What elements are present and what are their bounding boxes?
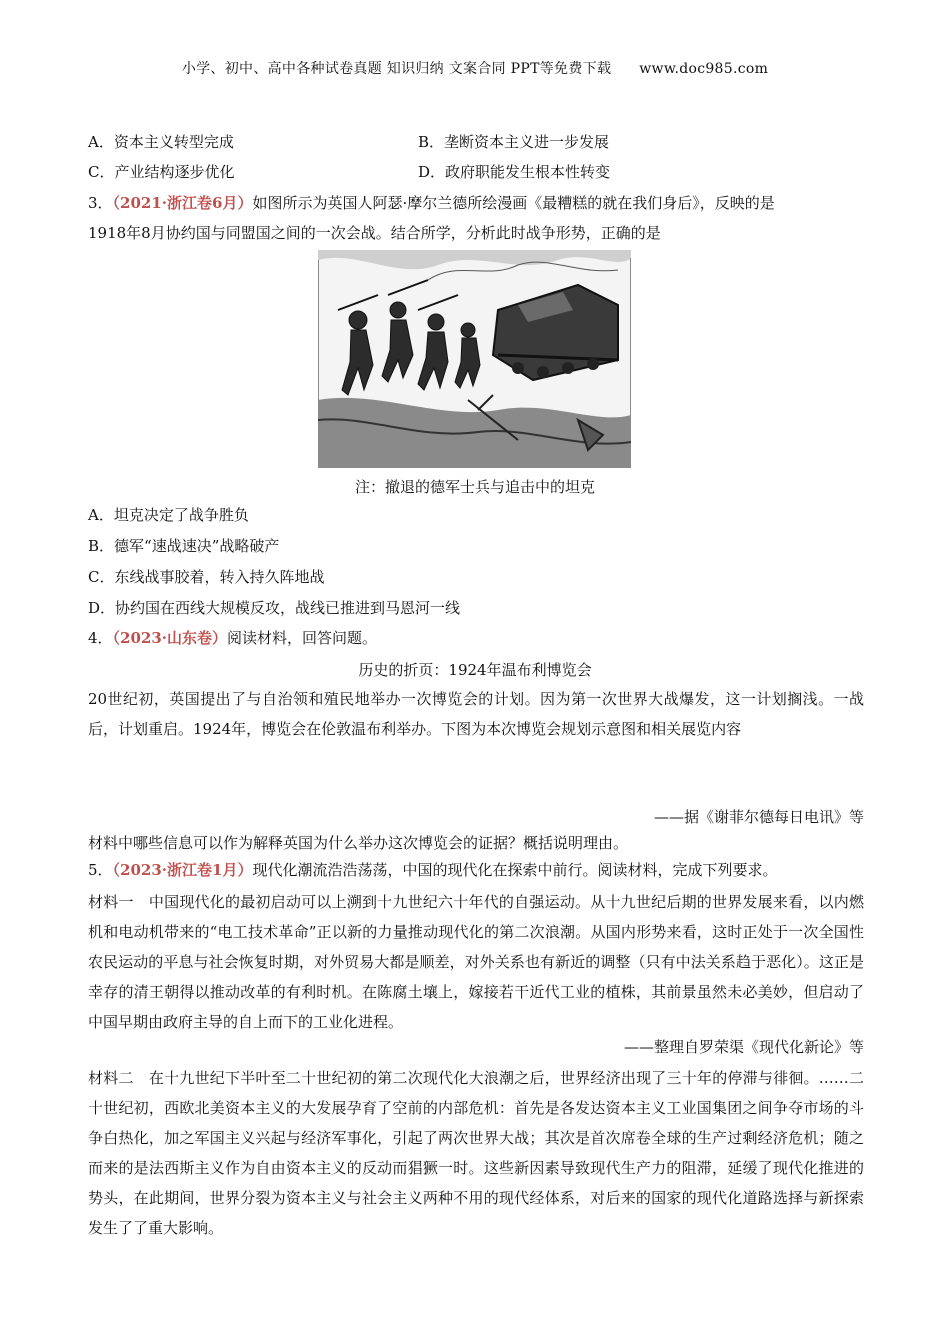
page-header [0,58,950,78]
q3-option-d: D．协约国在西线大规模反攻，战线已推进到马恩河一线 [88,599,461,617]
figure-caption: 注：撤退的德军士兵与追击中的坦克 [354,478,595,496]
q2-option-a: A．资本主义转型完成 [88,133,234,151]
q5-number: 5． [88,861,113,879]
q4-source: ——据《谢菲尔德每日电讯》等 [653,808,864,826]
q5-stem [88,859,777,881]
q5-stem-text: 现代化潮流浩浩荡荡，中国的现代化在探索中前行。阅读材料，完成下列要求。 [252,861,778,879]
q5-source-tag: （2023·浙江卷1月） [112,861,253,879]
q4-material-text: 20世纪初，英国提出了与自治领和殖民地举办一次博览会的计划。因为第一次世界大战爆发，这一计划搁浅。一战后，计划重启。1924年，博览会在伦敦温布利举办。下图为本次博览会规划示意图和相关展览内容 [88,690,864,738]
q2-option-d: D．政府职能发生根本性转变 [418,163,611,181]
q3-option-b: B．德军“速战速决”战略破产 [88,537,280,555]
q3-source-tag: （2021·浙江卷6月） [112,194,253,212]
q3-stem-line1 [88,192,775,214]
q4-stem-text: 阅读材料，回答问题。 [227,629,378,647]
q3-stem-text: 如图所示为英国人阿瑟·摩尔兰德所绘漫画《最糟糕的就在我们身后》，反映的是 [252,194,775,212]
q3-stem-line2: 1918年8月协约国与同盟国之间的一次会战。结合所学，分析此时战争形势，正确的是 [88,224,661,242]
q4-question: 材料中哪些信息可以作为解释英国为什么举办这次博览会的证据？概括说明理由。 [88,834,629,852]
q3-option-a: A．坦克决定了战争胜负 [88,506,249,524]
q4-source-tag: （2023·山东卷） [112,629,228,647]
q4-number: 4． [88,629,113,647]
q4-stem [88,627,377,649]
q3-number: 3． [88,194,113,212]
q5-source-one: ——整理自罗荣渠《现代化新论》等 [623,1038,864,1056]
q4-material-title: 历史的折页：1924年温布利博览会 [358,661,592,679]
header-site-link[interactable]: www.doc985.com [639,61,769,77]
q5-material-one: 材料一 中国现代化的最初启动可以上溯到十九世纪六十年代的自强运动。从十九世纪后期的世界发展来看，以内燃机和电动机带来的“电工技术革命”正以新的力量推动现代化的第二次浪潮。从国内形势来看，这时正处于一次全国性农民运动的平息与社会恢复时期，对外贸易大都是顺差，对外关系也有新近的调整（只有中法关系趋于恶化）。这正是幸存的清王朝得以推动改革的有利时机。在陈腐土壤上，嫁接若干近代工业的植株，其前景虽然未必美妙，但启动了中国早期由政府主导的自上而下的工业化进程。 [88,893,864,1031]
q5-material-two: 材料二 在十九世纪下半叶至二十世纪初的第二次现代化大浪潮之后，世界经济出现了三十年的停滞与徘徊。……二十世纪初，西欧北美资本主义的大发展孕育了空前的内部危机：首先是各发达资本主义工业国集团之间争夺市场的斗争白热化，加之军国主义兴起与经济军事化，引起了两次世界大战；其次是首次席卷全球的生产过剩经济危机；随之而来的是法西斯主义作为自由资本主义的反动而猖獗一时。这些新因素导致现代生产力的阻滞，延缓了现代化推进的势头，在此期间，世界分裂为资本主义与社会主义两种不用的现代经体系，对后来的国家的现代化道路选择与新探索发生了了重大影响。 [88,1069,864,1237]
q3-option-c: C．东线战事胶着，转入持久阵地战 [88,568,325,586]
q2-option-c: C．产业结构逐步优化 [88,163,235,181]
q2-option-b: B．垄断资本主义进一步发展 [418,133,610,151]
header-text: 小学、初中、高中各种试卷真题 知识归纳 文案合同 PPT等免费下载 [181,61,612,77]
cartoon-illustration [318,250,631,468]
